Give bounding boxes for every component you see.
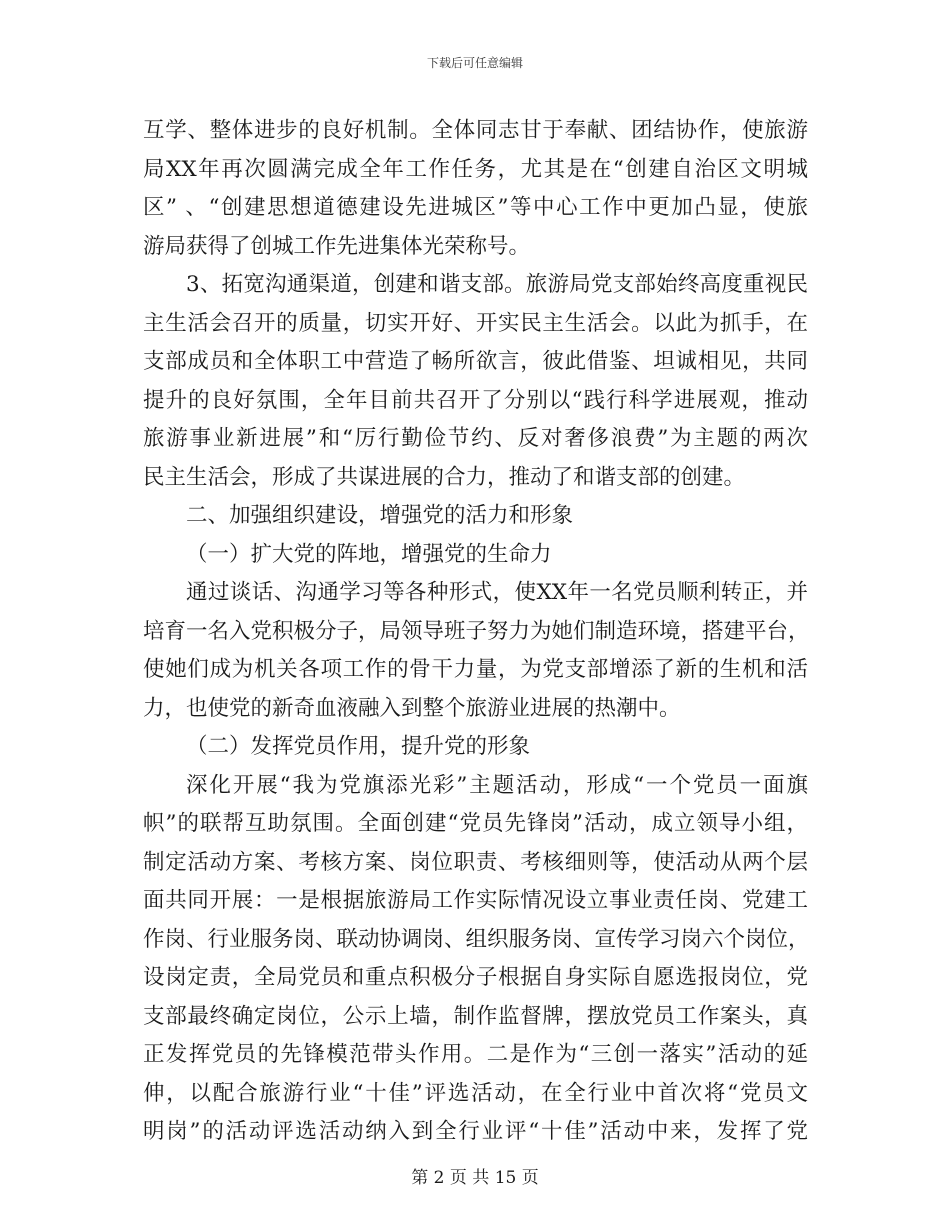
text-line: 民主生活会，形成了共谋进展的合力，推动了和谐支部的创建。 [143,464,746,490]
text-line: 区” 、“创建思想道德建设先进城区”等中心工作中更加凸显，使旅 [143,195,808,220]
text-line: 设岗定责，全局党员和重点积极分子根据自身实际自愿选报岗位，党 [143,965,808,990]
text-line: 明岗”的活动评选活动纳入到全行业评“十佳”活动中来，发挥了党 [143,1119,808,1144]
text-line: （一）扩大党的阵地，增强党的生命力 [186,541,552,567]
text-line: （二）发挥党员作用，提升党的形象 [186,734,531,759]
text-line: 二、加强组织建设，增强党的活力和形象 [186,503,574,528]
text-line: 游局获得了创城工作先进集体光荣称号。 [143,233,531,259]
text-line: 力，也使党的新奇血液融入到整个旅游业进展的热潮中。 [143,695,681,721]
text-line: 支部成员和全体职工中营造了畅所欲言，彼此借鉴、坦诚相见，共同 [143,349,808,374]
text-line: 互学、整体进步的良好机制。全体同志甘于奉献、团结协作，使旅游 [143,118,808,143]
page-header-note: 下载后可任意编辑 [426,56,523,70]
text-line: 培育一名入党积极分子，局领导班子努力为她们制造环境，搭建平台， [143,618,810,644]
text-line: 面共同开展：一是根据旅游局工作实际情况设立事业责任岗、党建工 [143,888,808,913]
text-line: 主生活会召开的质量，切实开好、开实民主生活会。以此为抓手，在 [143,310,808,336]
text-line: 制定活动方案、考核方案、岗位职责、考核细则等，使活动从两个层 [143,849,808,875]
text-line: 局XX年再次圆满完成全年工作任务，尤其是在“创建自治区文明城 [143,156,808,182]
text-line: 帜”的联帮互助氛围。全面创建“党员先锋岗”活动，成立领导小组， [143,811,808,836]
text-line: 深化开展“我为党旗添光彩”主题活动，形成“一个党员一面旗 [186,772,808,798]
text-line: 伸，以配合旅游行业“十佳”评选活动，在全行业中首次将“党员文 [143,1080,808,1106]
text-line: 通过谈话、沟通学习等各种形式，使XX年一名党员顺利转正，并 [186,580,808,605]
text-line: 提升的良好氛围，全年目前共召开了分别以“践行科学进展观，推动 [143,387,808,413]
document-body [143,112,808,1152]
text-line: 作岗、行业服务岗、联动协调岗、组织服务岗、宣传学习岗六个岗位， [143,926,810,952]
page-number-footer: 第 2 页 共 15 页 [411,1168,539,1188]
text-line: 支部最终确定岗位，公示上墙，制作监督牌，摆放党员工作案头，真 [143,1003,808,1029]
text-line: 使她们成为机关各项工作的骨干力量，为党支部增添了新的生机和活 [143,657,808,682]
text-line: 3、拓宽沟通渠道，创建和谐支部。旅游局党支部始终高度重视民 [186,272,808,297]
text-line: 旅游事业新进展”和“厉行勤俭节约、反对奢侈浪费”为主题的两次 [143,426,808,451]
text-line: 正发挥党员的先锋模范带头作用。二是作为“三创一落实”活动的延 [143,1042,808,1067]
